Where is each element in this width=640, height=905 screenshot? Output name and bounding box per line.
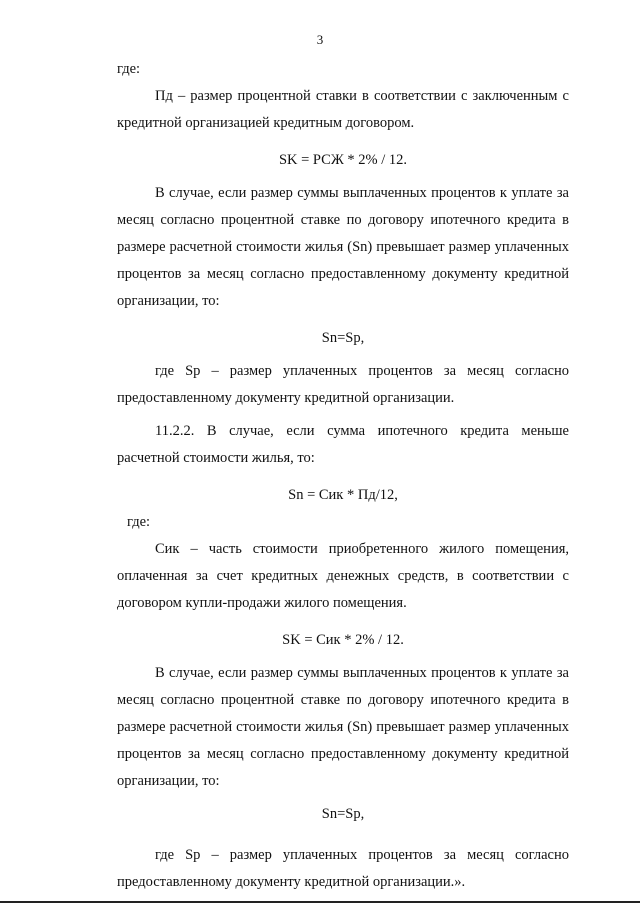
formula-sn-sik: Sn = Сик * Пд/12, xyxy=(288,487,398,503)
page-number: 3 xyxy=(316,32,324,47)
where-label: где: xyxy=(117,61,141,77)
where-label-2: где: xyxy=(127,514,151,530)
formula-sk-sik: SK = Сик * 2% / 12. xyxy=(282,632,404,648)
sp-definition-paragraph-2: где Sp – размер уплаченных процентов за месяц согласно предоставленному документу кредитной организации.». xyxy=(117,847,569,890)
clause-11-2-2-paragraph: 11.2.2. В случае, если сумма ипотечного кредита меньше расчетной стоимости жилья, то: xyxy=(117,423,569,466)
sp-definition-paragraph-1: где Sp – размер уплаченных процентов за месяц согласно предоставленному документу кредитной организации. xyxy=(117,363,569,406)
formula-sn-sp-1: Sn=Sp, xyxy=(321,330,365,346)
bottom-border-line xyxy=(0,901,640,903)
document-body xyxy=(117,56,569,896)
case-paragraph-1: В случае, если размер суммы выплаченных процентов к уплате за месяц согласно процентной ставке по договору ипотечного кредита в размере расчетной стоимости жилья (Sn) превышает размер уплаченных процентов за месяц согласно предоставленному документу кредитной организации, то: xyxy=(117,185,569,309)
sik-definition-paragraph: Сик – часть стоимости приобретенного жилого помещения, оплаченная за счет кредитных денежных средств, в соответствии с договором купли-продажи жилого помещения. xyxy=(117,541,569,611)
case-paragraph-2: В случае, если размер суммы выплаченных процентов к уплате за месяц согласно процентной ставке по договору ипотечного кредита в размере расчетной стоимости жилья (Sn) превышает размер уплаченных процентов за месяц согласно предоставленному документу кредитной организации, то: xyxy=(117,665,569,789)
pd-definition-paragraph: Пд – размер процентной ставки в соответствии с заключенным с кредитной организацией кредитным договором. xyxy=(117,88,569,131)
formula-sn-sp-2: Sn=Sp, xyxy=(321,806,365,822)
formula-sk-rszh: SK = РСЖ * 2% / 12. xyxy=(278,152,408,168)
